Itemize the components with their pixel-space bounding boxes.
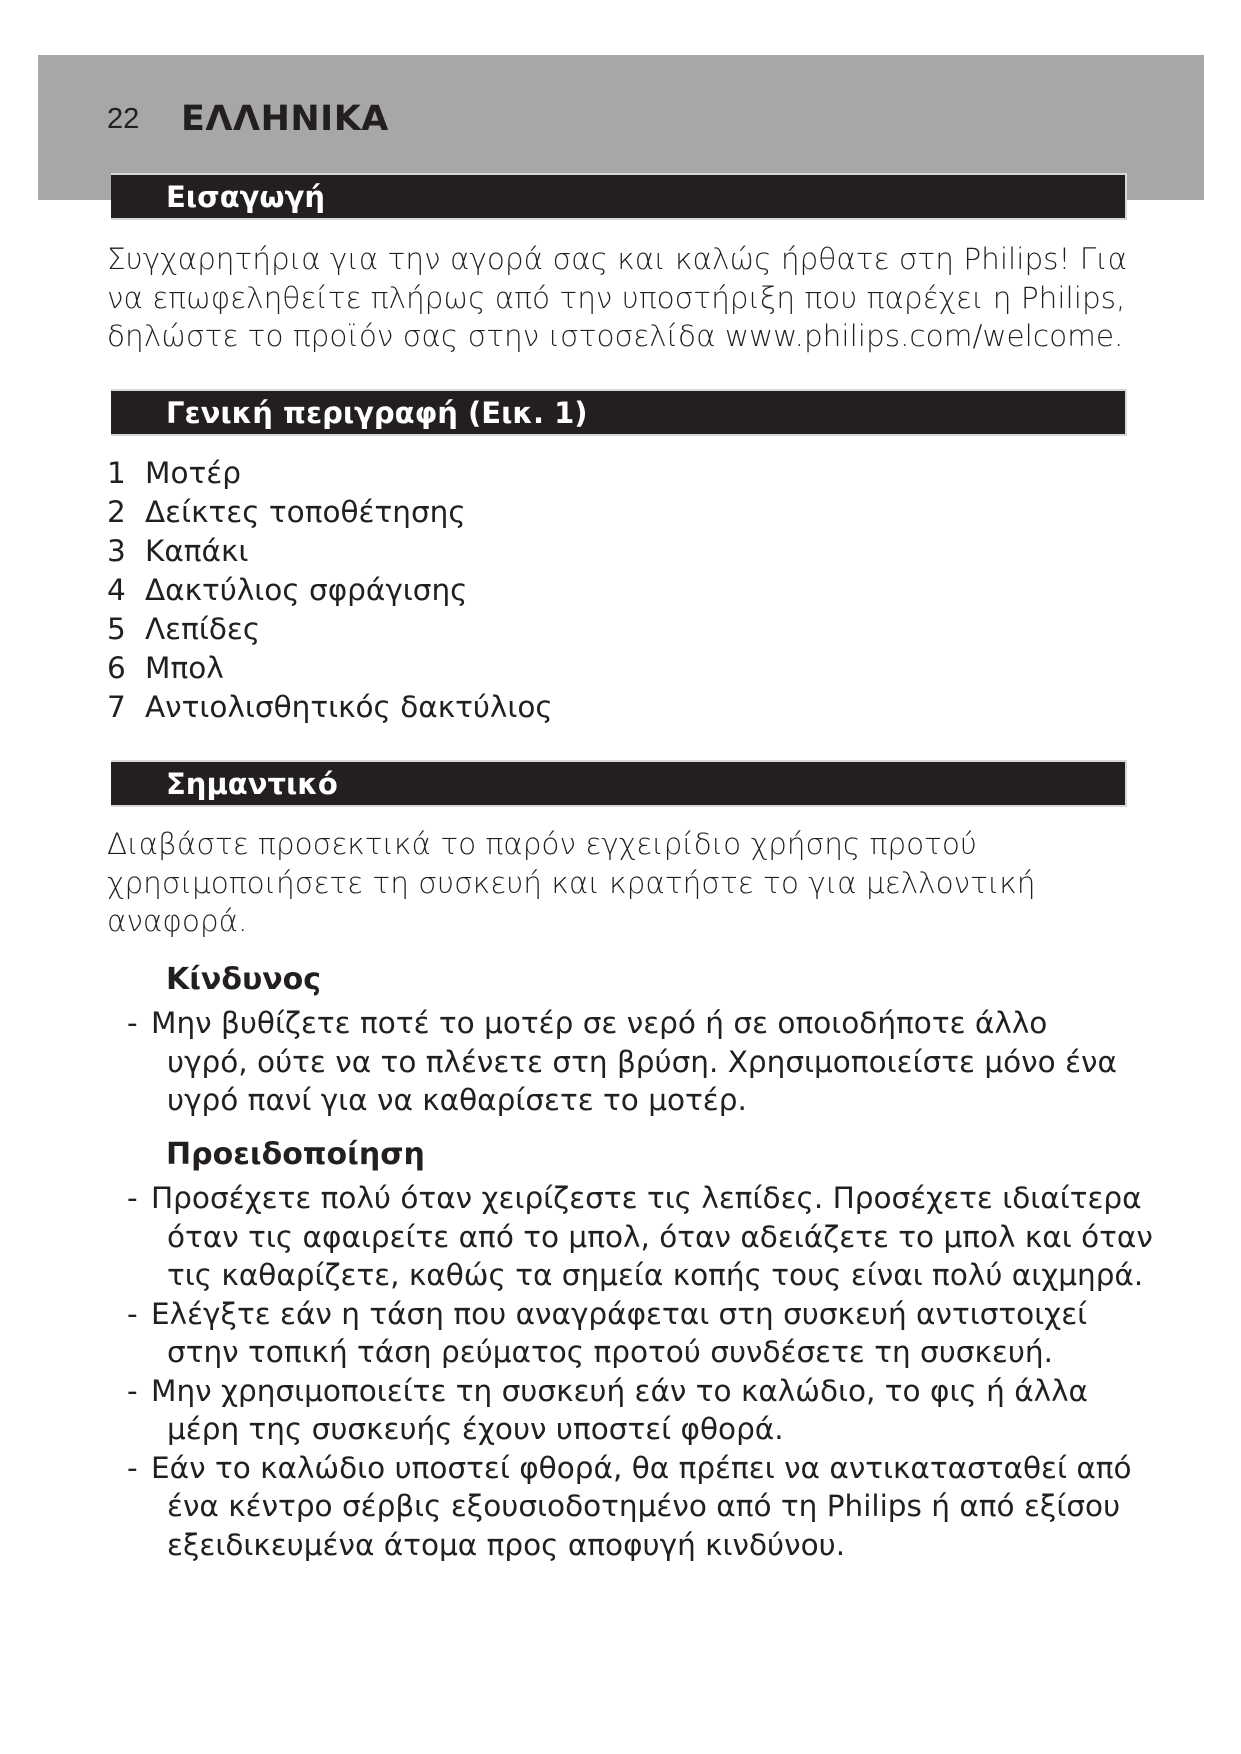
bullet-line: όταν τις αφαιρείτε από το μπολ, όταν αδειάζετε το μπολ και όταν [167, 1219, 1153, 1254]
part-number: 1 [107, 456, 126, 490]
warning-bullet [127, 1372, 1153, 1449]
bullet-line: Εάν το καλώδιο υποστεί φθορά, θα πρέπει να αντικατασταθεί από [151, 1450, 1132, 1485]
section-bar-intro [111, 173, 1127, 220]
part-label: Μοτέρ [145, 456, 241, 490]
bullet-line: στην τοπική τάση ρεύματος προτού συνδέσετε τη συσκευή. [167, 1335, 1053, 1369]
bullet-line: Προσέχετε πολύ όταν χειρίζεστε τις λεπίδες. Προσέχετε ιδιαίτερα [151, 1181, 1142, 1215]
intro-line: δηλώστε το προϊόν σας στην ιστοσελίδα www.philips.com/welcome. [107, 319, 1124, 353]
danger-list [127, 1004, 1117, 1120]
bullet-line: υγρό, ούτε να το πλένετε στη βρύση. Χρησιμοποιείστε μόνο ένα [167, 1044, 1117, 1079]
bullet-dash: - [127, 1296, 138, 1331]
parts-list-item [107, 610, 553, 649]
part-label: Αντιολισθητικός δακτύλιος [145, 690, 553, 724]
bullet-line: ένα κέντρο σέρβις εξουσιοδοτημένο από τη Philips ή από εξίσου [167, 1489, 1121, 1523]
part-label: Μπολ [145, 651, 224, 685]
intro-line: να επωφεληθείτε πλήρως από την υποστήριξη που παρέχει η Philips, [107, 280, 1126, 315]
bullet-dash: - [127, 1006, 138, 1040]
parts-list [107, 454, 553, 727]
section-bar-general [111, 389, 1127, 436]
section-title-intro: Εισαγωγή [166, 180, 325, 214]
warning-bullet [127, 1449, 1153, 1565]
important-line: Διαβάστε προσεκτικά το παρόν εγχειρίδιο χρήσης προτού [107, 827, 977, 861]
danger-bullet [127, 1004, 1117, 1120]
part-label: Καπάκι [145, 534, 249, 568]
part-label: Δείκτες τοποθέτησης [145, 495, 466, 529]
warning-list [127, 1179, 1153, 1564]
warning-bullet [127, 1179, 1153, 1295]
part-number: 4 [107, 573, 126, 607]
intro-line: Συγχαρητήρια για την αγορά σας και καλώς ήρθατε στη Philips! Για [107, 242, 1128, 276]
part-label: Λεπίδες [145, 612, 261, 646]
bullet-line: Μην βυθίζετε ποτέ το μοτέρ σε νερό ή σε οποιοδήποτε άλλο [151, 1006, 1048, 1040]
bullet-dash: - [127, 1373, 138, 1408]
page-number: 22 [107, 103, 140, 135]
parts-list-item [107, 532, 553, 571]
intro-paragraph [107, 240, 1127, 356]
part-label: Δακτύλιος σφράγισης [145, 573, 468, 607]
important-line: χρησιμοποιήσετε τη συσκευή και κρατήστε το για μελλοντική [107, 865, 1036, 900]
part-number: 3 [107, 534, 126, 568]
part-number: 6 [107, 651, 126, 685]
parts-list-item [107, 571, 553, 610]
parts-list-item [107, 454, 553, 493]
parts-list-item [107, 688, 553, 727]
bullet-line: εξειδικευμένα άτομα προς αποφυγή κινδύνου. [167, 1527, 846, 1562]
bullet-line: υγρό πανί για να καθαρίσετε το μοτέρ. [167, 1083, 747, 1117]
bullet-line: μέρη της συσκευής έχουν υποστεί φθορά. [167, 1412, 784, 1446]
part-number: 7 [107, 690, 126, 724]
warning-bullet [127, 1295, 1153, 1372]
bullet-line: Μην χρησιμοποιείτε τη συσκευή εάν το καλώδιο, το φις ή άλλα [151, 1373, 1088, 1408]
language-title: ΕΛΛΗΝΙΚΑ [181, 99, 389, 139]
section-bar-important [111, 760, 1127, 807]
bullet-line: τις καθαρίζετε, καθώς τα σημεία κοπής τους είναι πολύ αιχμηρά. [167, 1258, 1144, 1292]
parts-list-item [107, 649, 553, 688]
section-title-important: Σημαντικό [166, 767, 338, 801]
bullet-line: Ελέγξτε εάν η τάση που αναγράφεται στη συσκευή αντιστοιχεί [151, 1296, 1088, 1331]
warning-heading: Προειδοποίηση [166, 1137, 425, 1172]
bullet-dash: - [127, 1450, 138, 1485]
danger-heading: Κίνδυνος [166, 962, 322, 997]
important-line: αναφορά. [107, 904, 248, 938]
part-number: 5 [107, 612, 126, 646]
bullet-dash: - [127, 1181, 138, 1215]
parts-list-item [107, 493, 553, 532]
part-number: 2 [107, 495, 126, 529]
section-title-general: Γενική περιγραφή (Εικ. 1) [166, 396, 588, 430]
important-paragraph [107, 825, 1036, 941]
